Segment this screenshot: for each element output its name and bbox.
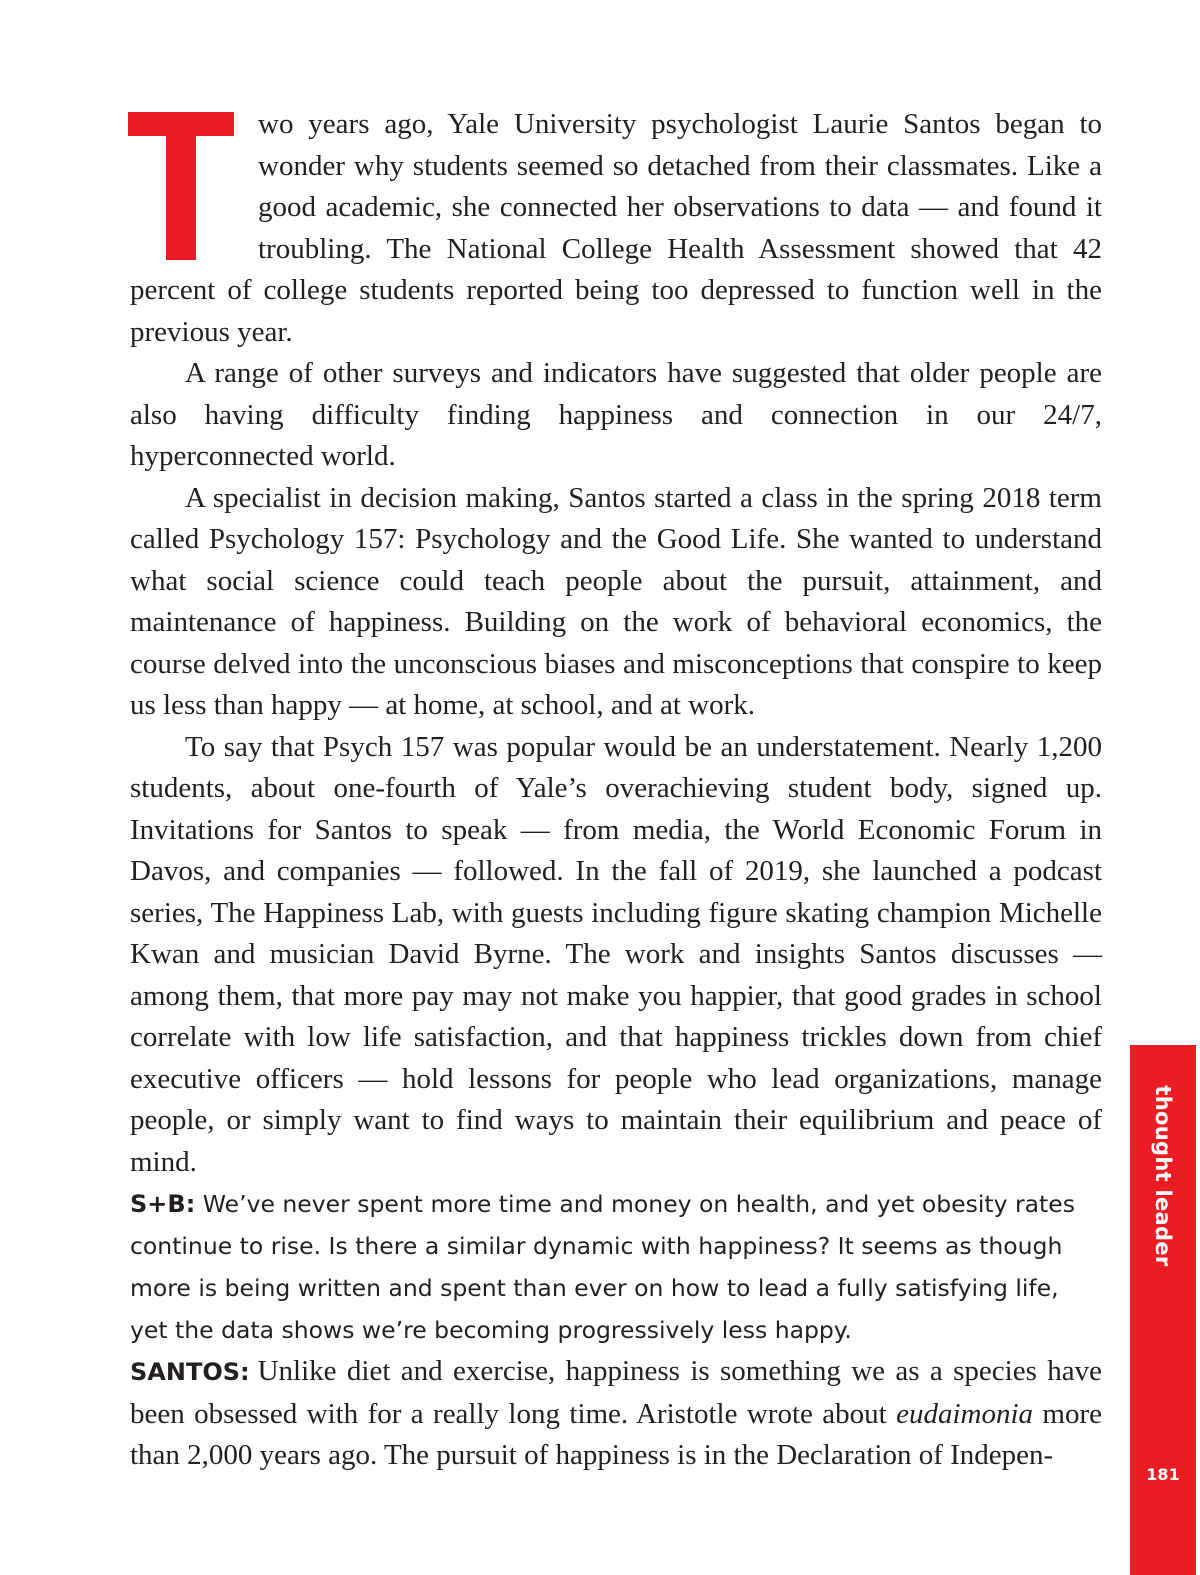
answer-term: eudaimonia — [896, 1397, 1034, 1430]
drop-cap — [128, 112, 234, 260]
answer-text-2: more than 2,000 years ago. The pursuit of happiness is in the Declaration of Indepen- — [130, 1397, 1103, 1471]
intro-paragraph: wo years ago, Yale University psychologist Laurie Santos began to wonder why students seemed so detached from their classmates. Like a good academic, she connected her observations to data — and found it troubling. The National College Health Assessment showed that 42 percent of college students reported being too depressed to function well in the previous year. — [130, 108, 1102, 348]
paragraph-2: A range of other surveys and indicators have suggested that older people are also having difficulty finding happiness and connection in our 24/7, hyperconnected world. — [130, 357, 1102, 472]
interview-answer — [130, 1351, 1102, 1477]
section-label: thought leader — [1151, 1085, 1175, 1267]
question-speaker: S+B: — [130, 1190, 196, 1218]
paragraph-4: To say that Psych 157 was popular would be an understatement. Nearly 1,200 students, about one-fourth of Yale’s overachieving student body, signed up. Invitations for Santos to speak — from media, the World Economic Forum in Davos, and companies — followed. In the fall of 2019, she launched a podcast series, The Happiness Lab, with guests including figure skating champion Michelle Kwan and musician David Byrne. The work and insights Santos discusses — among them, that more pay may not make you happier, that good grades in school correlate with low life satisfaction, and that happiness trickles down from chief executive officers — hold lessons for people who lead organizations, manage people, or simply want to find ways to maintain their equilibrium and peace of mind. — [130, 730, 1102, 1178]
interview-question — [130, 1183, 1102, 1351]
question-text: We’ve never spent more time and money on health, and yet obesity rates continue to rise. Is there a similar dynamic with happiness? It seems as though more is being written and spent than ever on how to lead a fully satisfying life, yet the data shows we’re becoming progressively less happy. — [130, 1190, 1075, 1344]
drop-cap-letter — [128, 112, 129, 113]
answer-text-1: Unlike diet and exercise, happiness is something we as a species have been obsessed with for a really long time. Aristotle wrote about — [130, 1355, 1102, 1430]
paragraph-3: A specialist in decision making, Santos started a class in the spring 2018 term called Psychology 157: Psychology and the Good Life. She wanted to understand what social science could teach people about the pursuit, attainment, and maintenance of happiness. Building on the work of behavioral economics, the course delved into the unconscious biases and misconceptions that conspire to keep us less than happy — at home, at school, and at work. — [130, 481, 1102, 721]
article-body — [130, 104, 1102, 1477]
answer-speaker: SANTOS: — [130, 1358, 250, 1386]
drop-cap-stem — [166, 112, 196, 260]
page-number: 181 — [1146, 1465, 1180, 1484]
